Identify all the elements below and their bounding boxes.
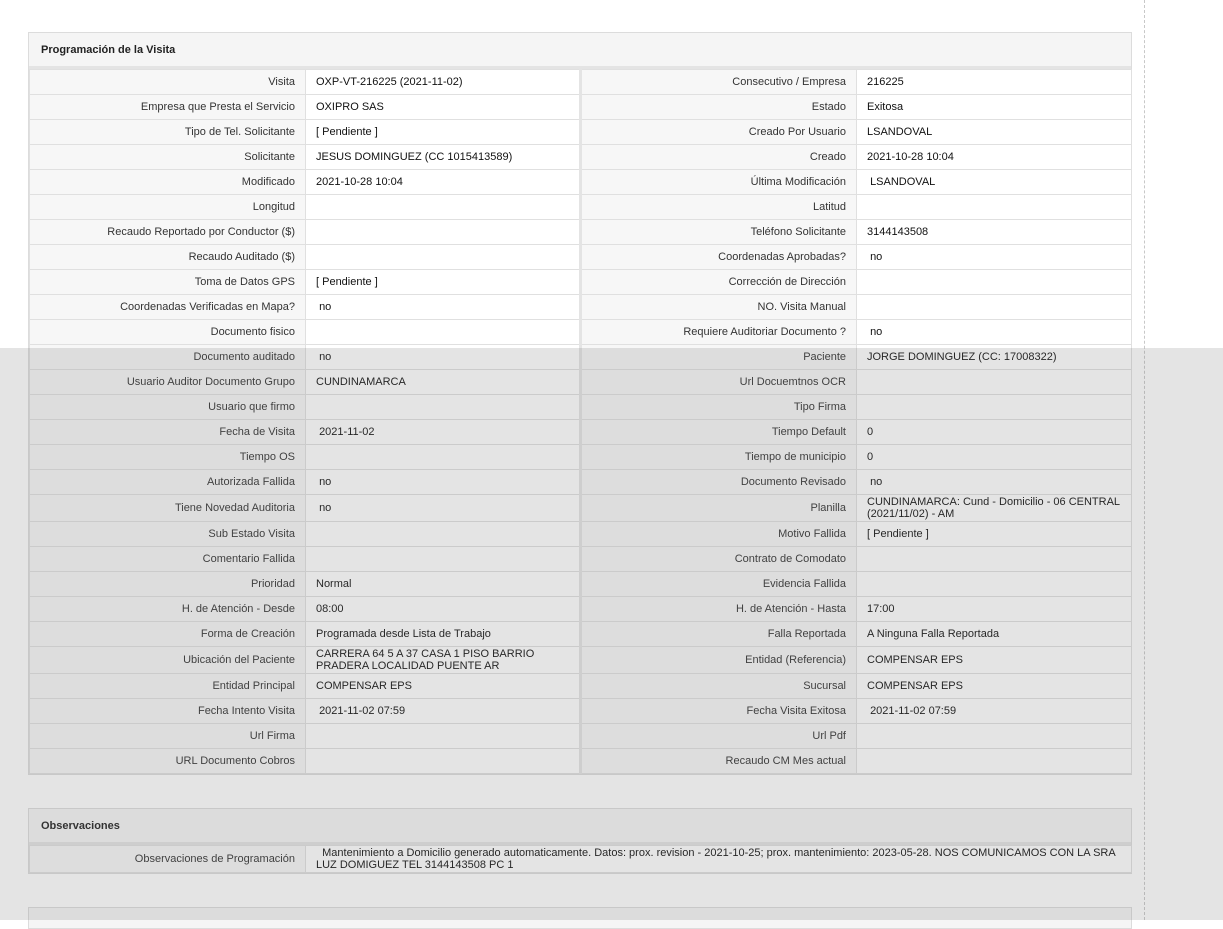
field-label: Sucursal	[581, 674, 857, 699]
field-label: Empresa que Presta el Servicio	[30, 95, 306, 120]
field-label: Tipo de Tel. Solicitante	[30, 120, 306, 145]
observaciones-table	[29, 845, 1132, 873]
field-value: COMPENSAR EPS	[857, 674, 1132, 699]
table-row	[30, 699, 1132, 724]
field-label: Latitud	[581, 195, 857, 220]
table-row	[30, 622, 1132, 647]
table-row	[30, 295, 1132, 320]
next-section-header	[28, 907, 1132, 929]
field-label: Forma de Creación	[30, 622, 306, 647]
field-value: 2021-11-02 07:59	[857, 699, 1132, 724]
observaciones-title: Observaciones	[29, 809, 1131, 845]
field-label: Última Modificación	[581, 170, 857, 195]
field-value	[306, 245, 581, 270]
field-label: Evidencia Fallida	[581, 572, 857, 597]
field-label: Recaudo Reportado por Conductor ($)	[30, 220, 306, 245]
field-value: [ Pendiente ]	[857, 522, 1132, 547]
field-label: Fecha Intento Visita	[30, 699, 306, 724]
field-label: Toma de Datos GPS	[30, 270, 306, 295]
table-row	[30, 724, 1132, 749]
field-value	[857, 395, 1132, 420]
field-label: Coordenadas Verificadas en Mapa?	[30, 295, 306, 320]
field-label: Planilla	[581, 495, 857, 522]
table-row	[30, 195, 1132, 220]
table-row	[30, 120, 1132, 145]
field-value: 0	[857, 420, 1132, 445]
field-label: Fecha de Visita	[30, 420, 306, 445]
field-value	[857, 270, 1132, 295]
field-label: Consecutivo / Empresa	[581, 70, 857, 95]
field-value: no	[306, 345, 581, 370]
table-row	[30, 522, 1132, 547]
field-label: Teléfono Solicitante	[581, 220, 857, 245]
table-row	[30, 95, 1132, 120]
observaciones-label: Observaciones de Programación	[30, 846, 306, 873]
field-label: URL Documento Cobros	[30, 749, 306, 774]
field-label: Solicitante	[30, 145, 306, 170]
field-label: Ubicación del Paciente	[30, 647, 306, 674]
field-label: Documento fisico	[30, 320, 306, 345]
field-value	[857, 749, 1132, 774]
field-value: 216225	[857, 70, 1132, 95]
table-row	[30, 245, 1132, 270]
field-label: Recaudo Auditado ($)	[30, 245, 306, 270]
table-row	[30, 145, 1132, 170]
field-value: 2021-10-28 10:04	[857, 145, 1132, 170]
observaciones-row	[30, 846, 1132, 873]
field-value: 2021-10-28 10:04	[306, 170, 581, 195]
field-label: Tiene Novedad Auditoria	[30, 495, 306, 522]
table-row	[30, 170, 1132, 195]
field-value: 08:00	[306, 597, 581, 622]
field-label: Prioridad	[30, 572, 306, 597]
field-label: H. de Atención - Desde	[30, 597, 306, 622]
field-value: CUNDINAMARCA	[306, 370, 581, 395]
table-row	[30, 647, 1132, 674]
field-label: Url Pdf	[581, 724, 857, 749]
table-row	[30, 445, 1132, 470]
field-value: CUNDINAMARCA: Cund - Domicilio - 06 CENTRAL (2021/11/02) - AM	[857, 495, 1132, 522]
field-value: 0	[857, 445, 1132, 470]
field-value	[306, 749, 581, 774]
table-row	[30, 70, 1132, 95]
field-label: Entidad (Referencia)	[581, 647, 857, 674]
field-label: Url Docuemtnos OCR	[581, 370, 857, 395]
field-value	[306, 724, 581, 749]
table-row	[30, 749, 1132, 774]
field-label: Tiempo de municipio	[581, 445, 857, 470]
table-row	[30, 420, 1132, 445]
field-value: [ Pendiente ]	[306, 270, 581, 295]
field-label: Tipo Firma	[581, 395, 857, 420]
field-label: Autorizada Fallida	[30, 470, 306, 495]
table-row	[30, 320, 1132, 345]
field-value: Exitosa	[857, 95, 1132, 120]
field-label: Falla Reportada	[581, 622, 857, 647]
field-value: no	[306, 495, 581, 522]
field-value: no	[857, 470, 1132, 495]
field-label: Tiempo OS	[30, 445, 306, 470]
field-label: Tiempo Default	[581, 420, 857, 445]
field-label: Requiere Auditoriar Documento ?	[581, 320, 857, 345]
field-label: Url Firma	[30, 724, 306, 749]
field-value: LSANDOVAL	[857, 120, 1132, 145]
field-value: no	[306, 295, 581, 320]
field-value	[306, 522, 581, 547]
observaciones-value: Mantenimiento a Domicilio generado automaticamente. Datos: prox. revision - 2021-10-25; prox. mantenimiento: 2023-05-28. NOS COMUNICAMOS CON LA SRA LUZ DOMIGUEZ TEL 3144143508 PC 1	[306, 846, 1132, 873]
field-value: OXP-VT-216225 (2021-11-02)	[306, 70, 581, 95]
table-row	[30, 572, 1132, 597]
field-value	[306, 320, 581, 345]
field-value	[306, 395, 581, 420]
field-label: H. de Atención - Hasta	[581, 597, 857, 622]
programacion-title: Programación de la Visita	[29, 33, 1131, 69]
field-value: JESUS DOMINGUEZ (CC 1015413589)	[306, 145, 581, 170]
field-value: Programada desde Lista de Trabajo	[306, 622, 581, 647]
field-label: Motivo Fallida	[581, 522, 857, 547]
table-row	[30, 674, 1132, 699]
field-label: Entidad Principal	[30, 674, 306, 699]
field-label: Documento Revisado	[581, 470, 857, 495]
field-value	[857, 572, 1132, 597]
table-row	[30, 597, 1132, 622]
field-value	[857, 724, 1132, 749]
field-value: Normal	[306, 572, 581, 597]
field-value	[306, 445, 581, 470]
field-value	[306, 195, 581, 220]
table-row	[30, 395, 1132, 420]
table-row	[30, 470, 1132, 495]
table-row	[30, 345, 1132, 370]
field-label: Comentario Fallida	[30, 547, 306, 572]
field-label: Estado	[581, 95, 857, 120]
table-row	[30, 495, 1132, 522]
field-value: 2021-11-02 07:59	[306, 699, 581, 724]
programacion-section	[28, 32, 1132, 775]
field-label: Modificado	[30, 170, 306, 195]
programacion-table	[29, 69, 1132, 774]
field-value	[857, 195, 1132, 220]
field-label: Usuario Auditor Documento Grupo	[30, 370, 306, 395]
field-value: no	[306, 470, 581, 495]
field-value: A Ninguna Falla Reportada	[857, 622, 1132, 647]
field-label: Paciente	[581, 345, 857, 370]
field-value	[857, 295, 1132, 320]
page-boundary-line	[1144, 0, 1145, 920]
field-label: Recaudo CM Mes actual	[581, 749, 857, 774]
field-value	[306, 547, 581, 572]
field-label: Creado	[581, 145, 857, 170]
table-row	[30, 270, 1132, 295]
table-row	[30, 370, 1132, 395]
field-value	[306, 220, 581, 245]
field-value: COMPENSAR EPS	[306, 674, 581, 699]
field-label: Fecha Visita Exitosa	[581, 699, 857, 724]
field-value: JORGE DOMINGUEZ (CC: 17008322)	[857, 345, 1132, 370]
field-label: Visita	[30, 70, 306, 95]
table-row	[30, 220, 1132, 245]
field-label: Documento auditado	[30, 345, 306, 370]
field-value: 3144143508	[857, 220, 1132, 245]
field-value: CARRERA 64 5 A 37 CASA 1 PISO BARRIO PRADERA LOCALIDAD PUENTE AR	[306, 647, 581, 674]
field-label: NO. Visita Manual	[581, 295, 857, 320]
field-value	[857, 370, 1132, 395]
field-label: Usuario que firmo	[30, 395, 306, 420]
field-value: 17:00	[857, 597, 1132, 622]
observaciones-section	[28, 808, 1132, 874]
field-value: 2021-11-02	[306, 420, 581, 445]
field-label: Contrato de Comodato	[581, 547, 857, 572]
field-value: COMPENSAR EPS	[857, 647, 1132, 674]
field-value: OXIPRO SAS	[306, 95, 581, 120]
field-value: no	[857, 245, 1132, 270]
field-label: Coordenadas Aprobadas?	[581, 245, 857, 270]
field-label: Corrección de Dirección	[581, 270, 857, 295]
field-label: Creado Por Usuario	[581, 120, 857, 145]
field-value: [ Pendiente ]	[306, 120, 581, 145]
field-value: no	[857, 320, 1132, 345]
table-row	[30, 547, 1132, 572]
field-label: Longitud	[30, 195, 306, 220]
field-value	[857, 547, 1132, 572]
field-value: LSANDOVAL	[857, 170, 1132, 195]
field-label: Sub Estado Visita	[30, 522, 306, 547]
